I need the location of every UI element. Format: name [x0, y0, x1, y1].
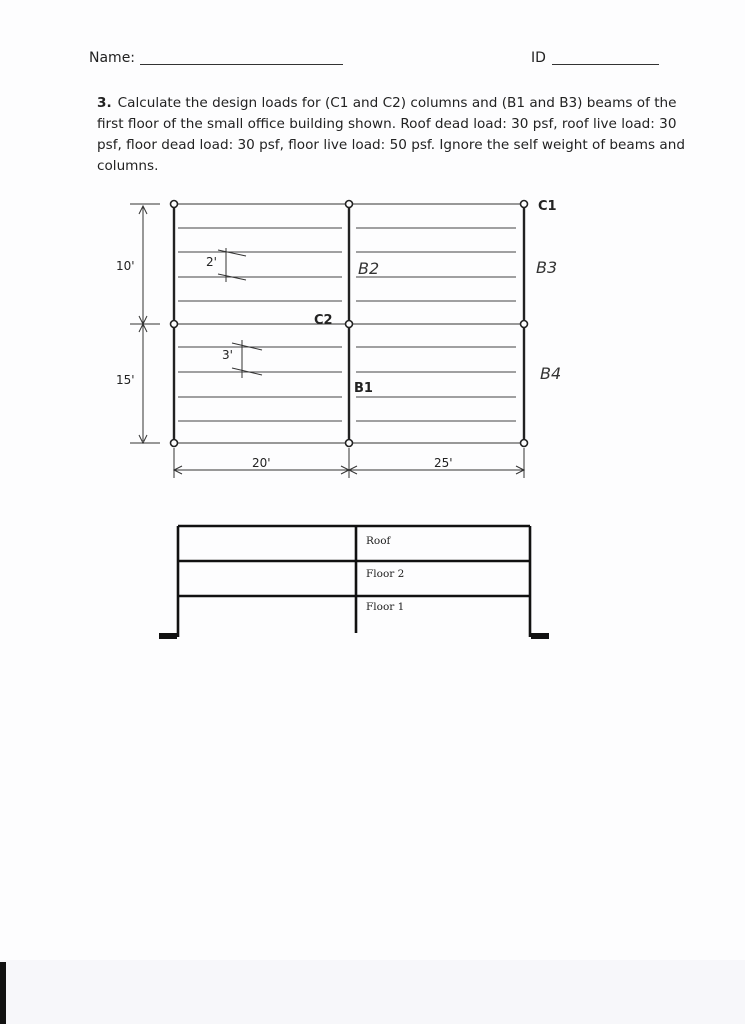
right-footing [531, 633, 549, 639]
beam-b2-label: B2 [358, 259, 380, 278]
dim-left-span: 20' [252, 456, 271, 470]
dim-right-span: 25' [434, 456, 453, 470]
elevation-floor2-label: Floor 2 [366, 568, 405, 580]
question-number: 3. [97, 95, 112, 111]
joist-spacing-bottom: 3' [222, 348, 233, 362]
column-c1-label: C1 [538, 199, 557, 214]
frame-outline [178, 526, 530, 637]
question-text: Calculate the design loads for (C1 and C2) columns and (B1 and B3) beams of the first floor of the small office building shown. Roof dead load: 30 psf, roof live load: 30 psf, floor dead load: 30 psf, floor live load: 50 psf. Ignore the self weight of beams and columns. [97, 95, 685, 174]
beam-b4-label: B4 [540, 364, 562, 383]
dim-top-bay: 10' [116, 259, 135, 273]
beam-b3-label: B3 [536, 258, 558, 277]
joist-spacing-top: 2' [206, 255, 217, 269]
beam-b1-label: B1 [354, 381, 373, 396]
name-label: Name: [89, 50, 136, 66]
column-c2-label: C2 [314, 313, 333, 328]
dim-bottom-bay: 15' [116, 373, 135, 387]
left-footing [159, 633, 177, 639]
elevation-floor1-label: Floor 1 [366, 601, 405, 613]
id-label: ID [531, 50, 546, 66]
elevation-roof-label: Roof [366, 535, 391, 547]
